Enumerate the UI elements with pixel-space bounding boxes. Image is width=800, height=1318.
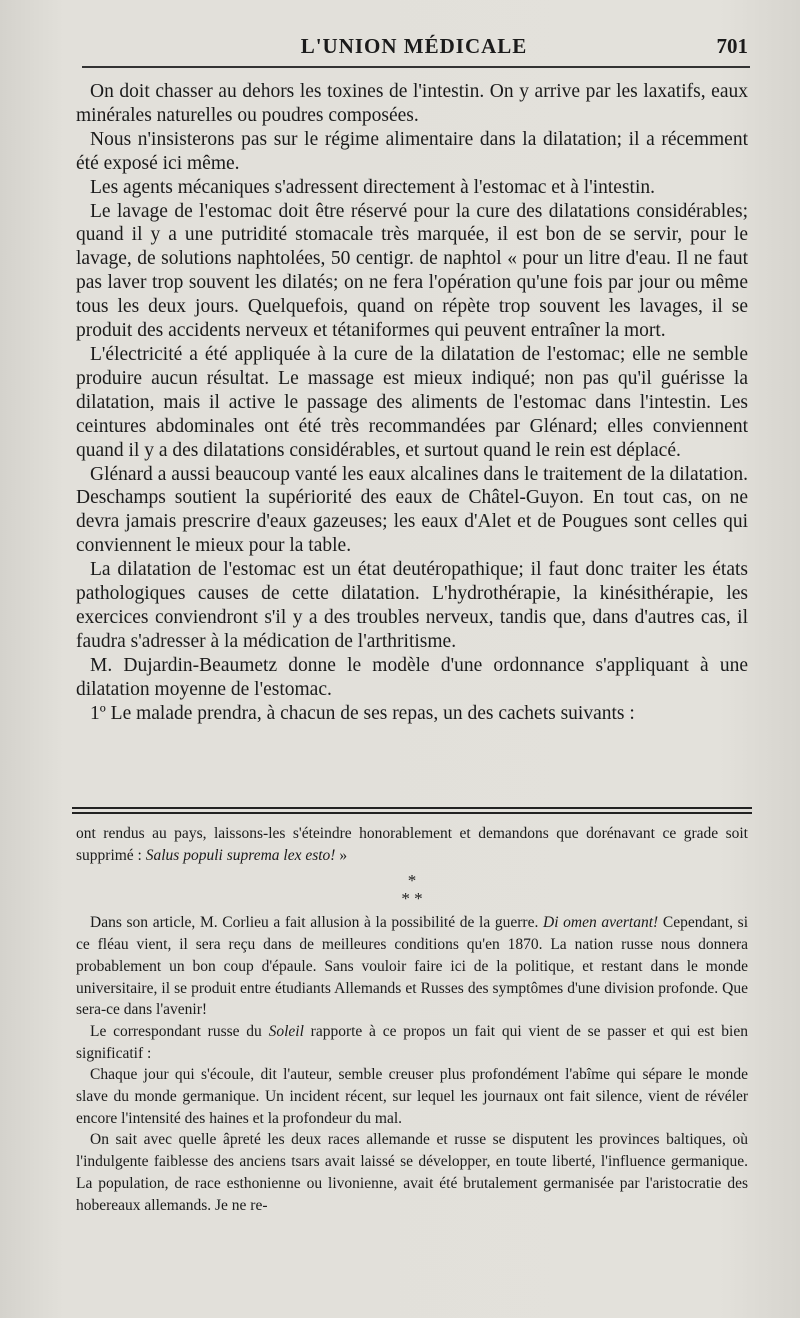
- main-article-text: [76, 80, 748, 725]
- paragraph-eaux-alcalines: Glénard a aussi beaucoup vanté les eaux alcalines dans le traitement de la dilatation. Deschamps soutient la supériorité des eaux de Châtel-Guyon. En tout cas, on ne devra jamais prescrire d'eaux gazeuses; les eaux d'Alet et de Pougues sont celles qui conviennent le mieux pour la table.: [76, 463, 748, 557]
- paragraph-toxines: On doit chasser au dehors les toxines de l'intestin. On y arrive par les laxatifs, eaux minérales naturelles ou poudres composées.: [76, 81, 748, 126]
- feuilleton-text-segment: rapporte à ce propos un fait qui vient de se passer et qui est bien significatif :: [76, 1022, 748, 1062]
- feuilleton-paragraph-grade: [76, 823, 748, 866]
- latin-exclamation: Di omen avertant!: [543, 914, 659, 932]
- feuilleton-text: [76, 823, 748, 1216]
- feuilleton-text-segment: Le correspondant russe du: [90, 1022, 269, 1040]
- paragraph-cachets: 1º Le malade prendra, à chacun de ses repas, un des cachets suivants :: [90, 702, 635, 724]
- feuilleton-text-segment: Dans son article, M. Corlieu a fait allusion à la possibilité de la guerre.: [90, 914, 543, 932]
- running-title: L'UNION MÉDICALE: [300, 34, 528, 58]
- feuilleton-text-segment: ont rendus au pays, laissons-les s'éteindre honorablement et demandons que dorénavant ce grade soit supprimé :: [76, 825, 748, 864]
- page-number: 701: [716, 34, 748, 58]
- section-separator: [72, 807, 752, 815]
- feuilleton-paragraph-guerre: [76, 912, 748, 1021]
- paragraph-ordonnance: M. Dujardin-Beaumetz donne le modèle d'une ordonnance s'appliquant à une dilatation moyenne de l'estomac.: [76, 654, 748, 700]
- separator-line-bottom: [72, 812, 752, 814]
- feuilleton-paragraph-soleil: [76, 1021, 748, 1064]
- feuilleton-text-segment: Cependant, si ce fléau vient, il sera reçu dans de meilleures conditions qu'en 1870. La nation russe nous donnera probablement un bon coup d'épaule. Sans vouloir faire ici de la politique, et restant dans le monde universitaire, il se produit entre étudiants Allemands et Russes des symptômes d'une division profonde. Que sera-ce dans l'avenir!: [76, 914, 749, 1019]
- page-header: [80, 30, 748, 64]
- asterism: [76, 872, 748, 912]
- paragraph-agents-mecaniques: Les agents mécaniques s'adressent directement à l'estomac et à l'intestin.: [90, 176, 656, 198]
- feuilleton-paragraph-abime: Chaque jour qui s'écoule, dit l'auteur, semble creuser plus profondément l'abîme qui sépare le monde slave du monde germanique. Un incident récent, sur lequel les journaux ont fait silence, vient de révéler encore l'intensité des haines et la profondeur du mal.: [76, 1066, 748, 1127]
- feuilleton-paragraph-provinces: On sait avec quelle âpreté les deux races allemande et russe se disputent les provinces baltiques, où l'indulgente faiblesse des anciens tsars avait laissé se développer, en toute liberté, l'influence germanique. La population, de race esthonienne ou livonienne, avait été brutalement germanisée par l'aristocratie des hobereaux allemands. Je ne re-: [76, 1131, 748, 1214]
- paragraph-lavage: Le lavage de l'estomac doit être réservé pour la cure des dilatations considérables; quand il y a une putridité stomacale très marquée, il est bon de se servir, pour le lavage, de solutions naphtolées, 50 centigr. de naphtol « pour un litre d'eau. Il ne faut pas laver trop souvent les dilatés; on ne fera l'opération qu'une fois par jour ou même tous les deux jours. Quelquefois, quand on répète trop souvent les lavages, il se produit des accidents nerveux et tétaniformes qui peuvent entraîner la mort.: [76, 200, 748, 342]
- paragraph-regime: Nous n'insisterons pas sur le régime alimentaire dans la dilatation; il a récemment été exposé ici même.: [76, 128, 748, 174]
- separator-line-top: [72, 807, 752, 809]
- feuilleton-text-segment: »: [335, 846, 348, 864]
- header-rule: [82, 66, 750, 68]
- newspaper-title: Soleil: [268, 1022, 304, 1040]
- paragraph-electricite: L'électricité a été appliquée à la cure de la dilatation de l'estomac; elle ne semble produire aucun résultat. Le massage est mieux indiqué; non pas qu'il guérisse la dilatation, mais il active le passage des aliments de l'estomac dans l'intestin. Les ceintures abdominales ont été très recommandées par Glénard; elles conviennent quand il y a des dilatations considérables, et surtout quand le rein est déplacé.: [76, 343, 748, 461]
- latin-quote: Salus populi suprema lex esto!: [145, 846, 336, 864]
- paragraph-deuteropathique: La dilatation de l'estomac est un état deutéropathique; il faut donc traiter les états pathologiques causes de cette dilatation. L'hydrothérapie, la kinésithérapie, les exercices conviendront s'il y a des troubles nerveux, tandis que, dans d'autres cas, il faudra s'adresser à la médication de l'arthritisme.: [76, 559, 748, 652]
- asterism-bottom: * *: [401, 889, 423, 909]
- asterism-top: *: [407, 871, 417, 891]
